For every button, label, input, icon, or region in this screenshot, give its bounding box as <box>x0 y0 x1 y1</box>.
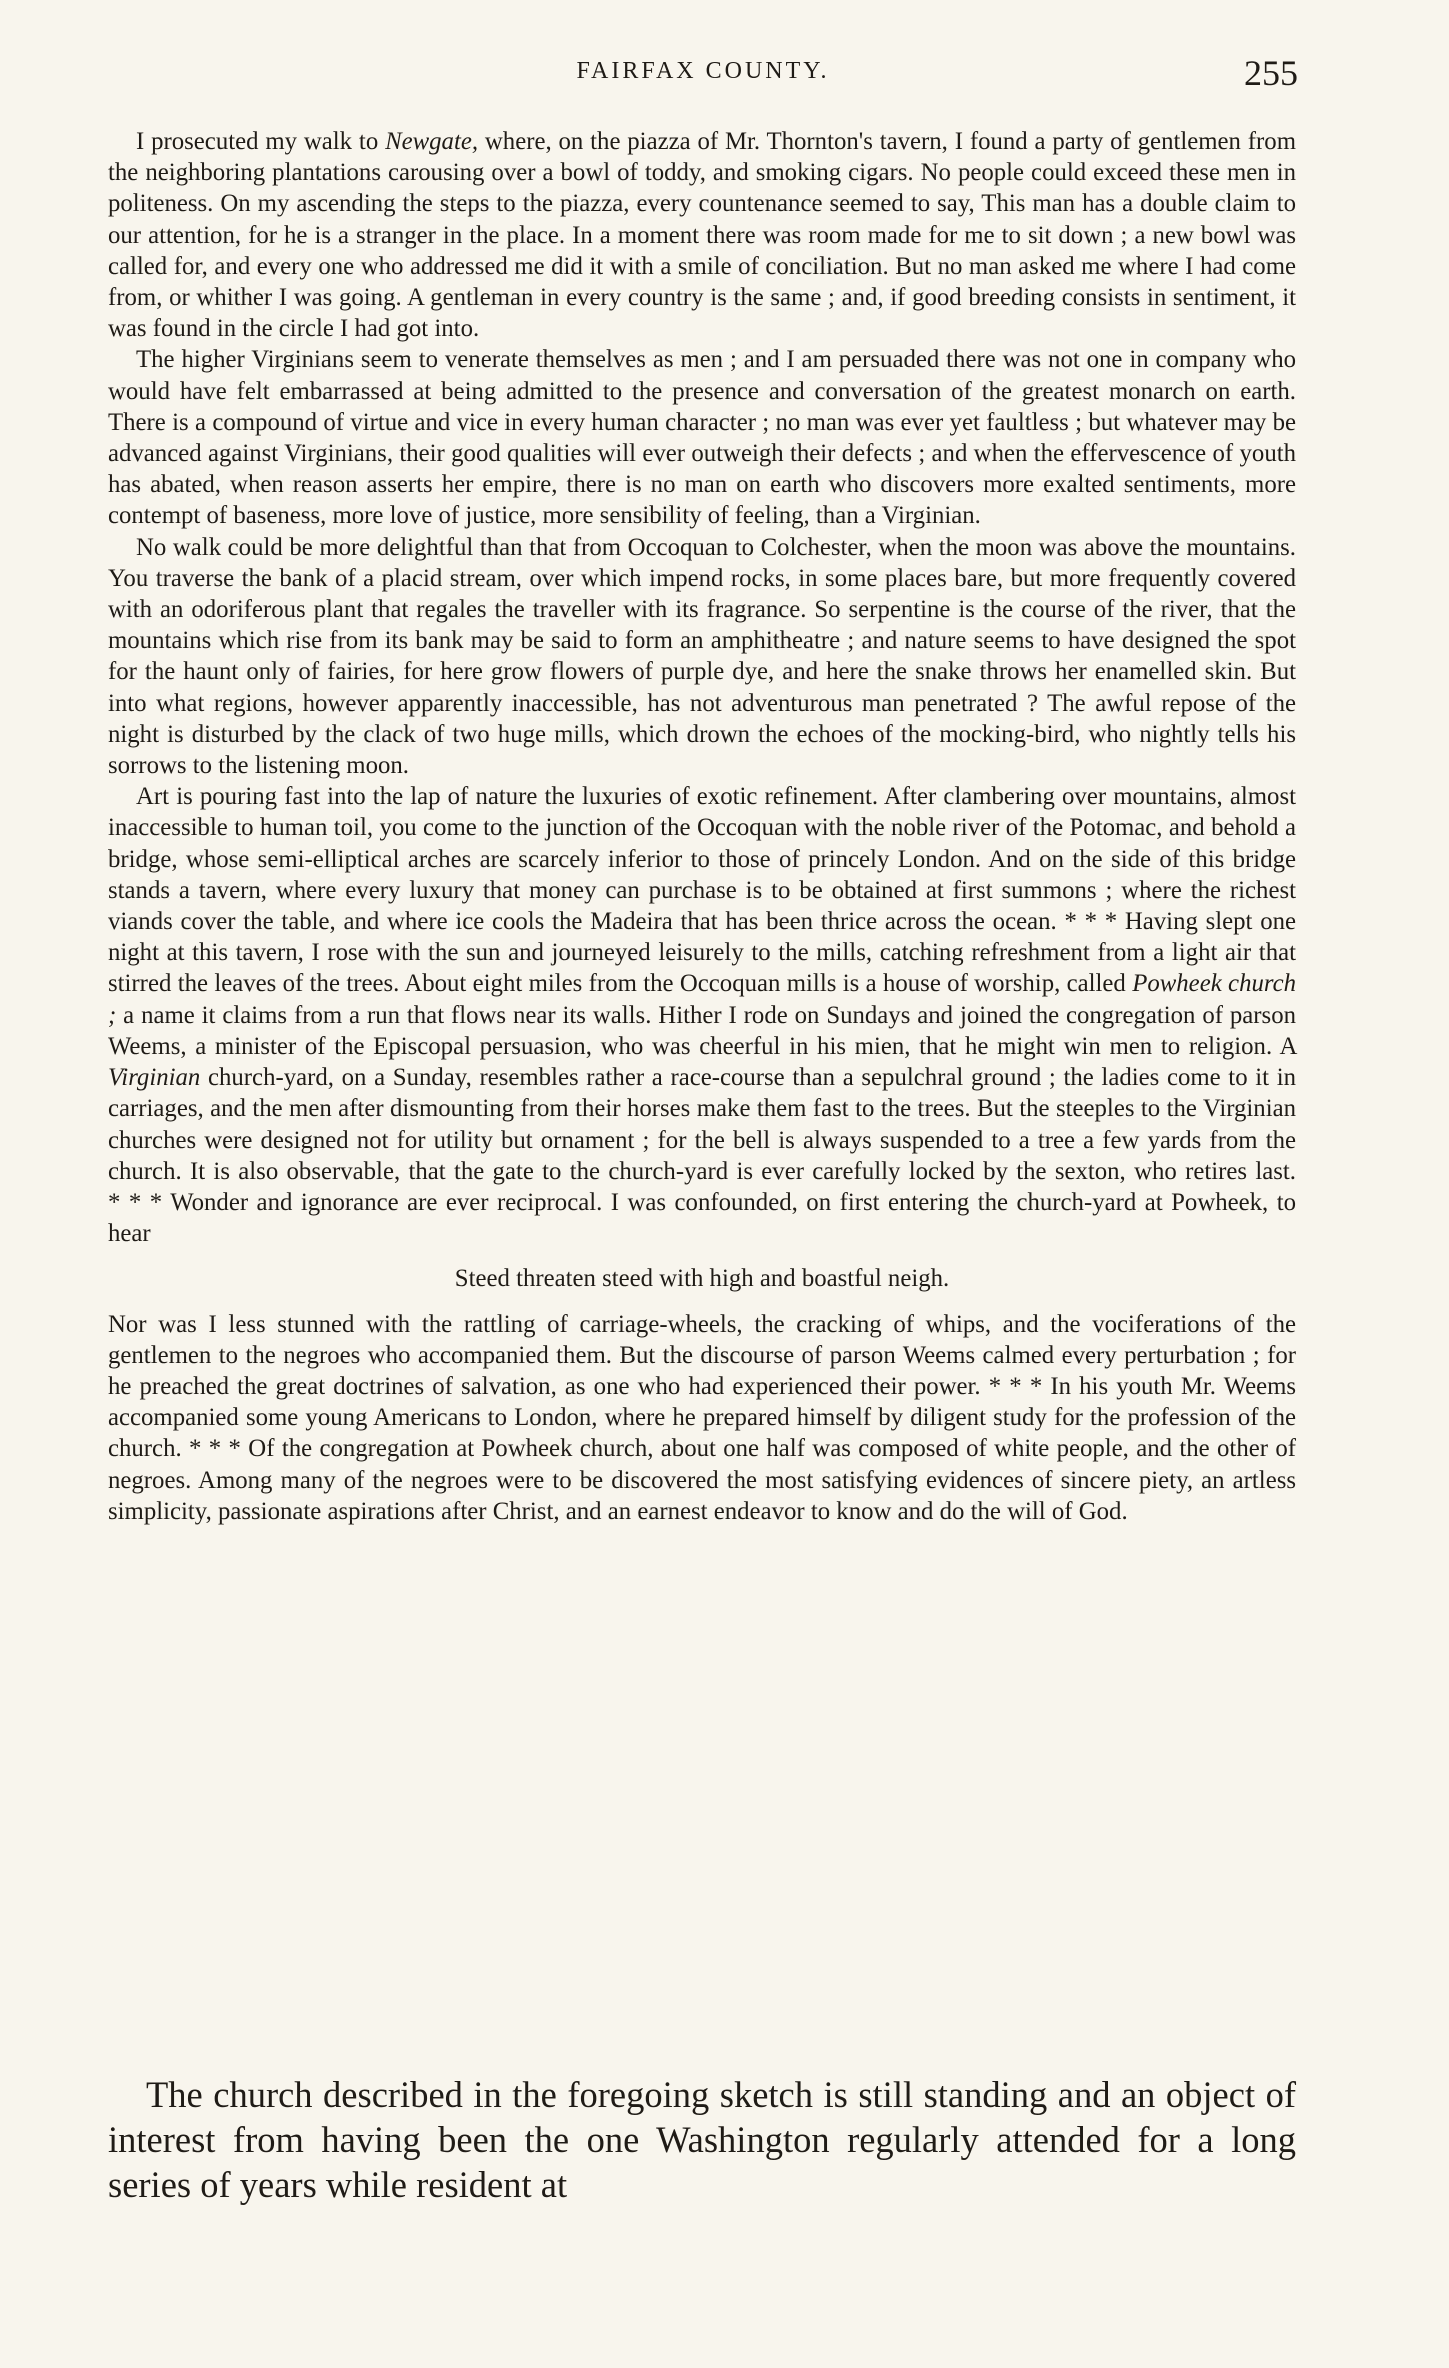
running-title: FAIRFAX COUNTY. <box>576 58 830 84</box>
asterisms: * * * <box>988 1372 1043 1400</box>
asterisms: * * * <box>189 1435 241 1463</box>
paragraph-weems <box>108 1309 1296 1527</box>
p4-e: Wonder and ignorance are ever reciprocal. I was confounded, on first entering the church-yard at Powheek, to hear <box>108 1188 1296 1248</box>
p4-d: church-yard, on a Sunday, resembles rather a race-course than a sepulchral ground ; the ladies come to it in carriages, and the men after dismounting from their horses make them fast to the trees. But the steeples to the Virginian churches were designed not for utility but ornament ; for the bell is always suspended to a tree a few yards from the church. It is also observable, that the gate to the church-yard is ever carefully locked by the sexton, who retires last. <box>108 1064 1297 1185</box>
p1-rest: where, on the piazza of Mr. Thornton's tavern, I found a party of gentlemen from the neighboring plantations carousing over a bowl of toddy, and smoking cigars. No people could exceed these men in politeness. On my ascending the steps to the piazza, every countenance seemed to say, This man has a double claim to our attention, for he is a stranger in the place. In a moment there was room made for me to sit down ; a new bowl was called for, and every one who addressed me did it with a smile of conciliation. But no man asked me where I had come from, or whither I was going. A gentleman in every country is the same ; and, if good breeding consists in sentiment, it was found in the circle I had got into. <box>108 128 1296 343</box>
page-number: 255 <box>1244 53 1298 93</box>
p4-a: Art is pouring fast into the lap of nature the luxuries of exotic refinement. After clambering over mountains, almost inaccessible to human toil, you come to the junction of the Occoquan with the noble river of the Potomac, and behold a bridge, whose semi-elliptical arches are scarcely inferior to those of princely London. And on the side of this bridge stands a tavern, where every luxury that money can purchase is to be obtained at first summons ; where the richest viands cover the table, and where ice cools the Madeira that has been thrice across the ocean. <box>108 783 1296 936</box>
p4-b: Having slept one night at this tavern, I rose with the sun and journeyed leisurely to the mills, catching refreshment from a light air that stirred the leaves of the trees. About eight miles from the Occoquan mills is a house of worship, called <box>108 908 1296 998</box>
paragraph-newgate <box>108 126 1296 344</box>
asterisms: * * * <box>1064 908 1118 936</box>
powheek-church-term: Powheek church ; <box>108 970 1296 1029</box>
running-head <box>108 52 1298 112</box>
p1-start: I prosecuted my walk to <box>136 128 379 155</box>
verse-line: Steed threaten steed with high and boastful neigh. <box>454 1265 950 1293</box>
virginian-term: Virginian <box>108 1064 201 1092</box>
p5-a: Nor was I less stunned with the rattling of carriage-wheels, the cracking of whips, and the vociferations of the gentlemen to the negroes who accompanied them. But the discourse of parson Weems calmed every perturbation ; for he preached the great doctrines of salvation, as one who had experienced their power. <box>108 1310 1296 1400</box>
p5-c: Of the congregation at Powheek church, about one half was composed of white people, and the other of negroes. Among many of the negroes were to be discovered the most satisfying evidences of sincere piety, an artless simplicity, passionate aspirations after Christ, and an earnest endeavor to know and do the will of God. <box>108 1435 1296 1525</box>
paragraph-occoquan-walk: No walk could be more delightful than that from Occoquan to Colchester, when the moon was above the mountains. You traverse the bank of a placid stream, over which impend rocks, in some places bare, but more frequently covered with an odoriferous plant that regales the traveller with its fragrance. So serpentine is the course of the river, that the mountains which rise from its bank may be said to form an amphitheatre ; and nature seems to have designed the spot for the haunt only of fairies, for here grow flowers of purple dye, and here the snake throws her enamelled skin. But into what regions, however apparently inaccessible, has not adventurous man penetrated ? The awful repose of the night is disturbed by the clack of two huge mills, which drown the echoes of the mocking-bird, who nightly tells his sorrows to the listening moon. <box>108 533 1296 780</box>
closing-paragraph: The church described in the foregoing sketch is still standing and an object of interest from having been the one Washington regularly attended for a long series of years while resident at <box>108 2074 1296 2205</box>
paragraph-virginians: The higher Virginians seem to venerate themselves as men ; and I am persuaded there was not one in company who would have felt embarrassed at being admitted to the presence and conversation of the greatest monarch on earth. There is a compound of virtue and vice in every human character ; no man was ever yet faultless ; but whatever may be advanced against Virginians, their good qualities will ever outweigh their defects ; and when the effervescence of youth has abated, when reason asserts her empire, there is no man on earth who discovers more exalted sentiments, more contempt of baseness, more love of justice, more sensibility of feeling, than a Virginian. <box>108 346 1296 530</box>
asterisms: * * * <box>108 1188 163 1216</box>
newgate-term: Newgate, <box>385 128 479 155</box>
p5-b: In his youth Mr. Weems accompanied some young Americans to London, where he prepared himself by diligent study for the profession of the church. <box>108 1372 1297 1463</box>
paragraph-art <box>108 781 1296 1249</box>
body-text <box>108 126 1296 1527</box>
p4-c: a name it claims from a run that flows near its walls. Hither I rode on Sundays and joined the congregation of parson Weems, a minister of the Episcopal persuasion, who was cheerful in his mien, that he might win men to religion. A <box>108 1001 1297 1060</box>
